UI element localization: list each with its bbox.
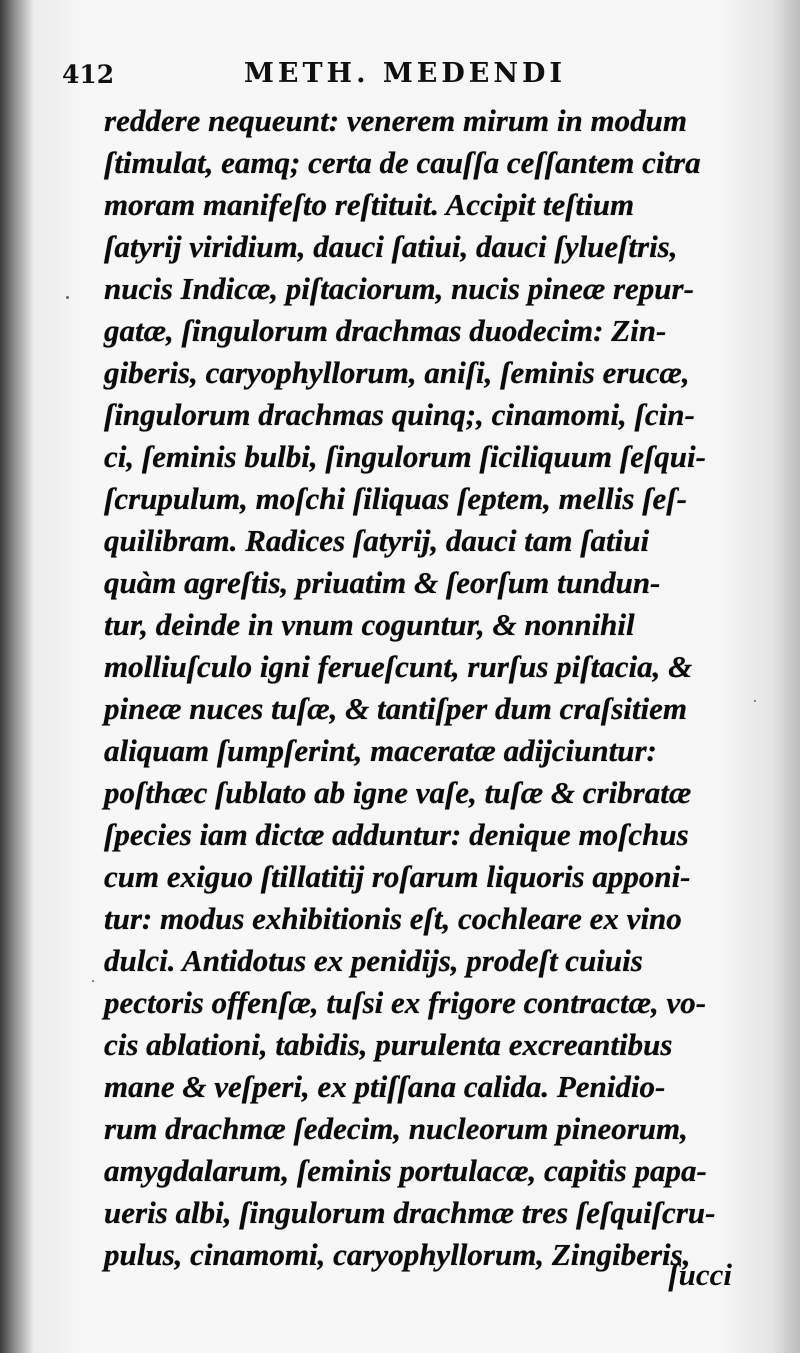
text-line: ſpecies iam dictæ adduntur: denique moſchus	[104, 817, 689, 852]
ink-speck	[754, 700, 756, 702]
body-text	[104, 100, 738, 1276]
text-line: gatæ, ſingulorum drachmas duodecim: Zin-	[104, 313, 667, 348]
text-line: ſingulorum drachmas quinq;, cinamomi, ſcin-	[104, 397, 695, 432]
text-line: ſtimulat, eamq; certa de cauſſa ceſſantem citra	[104, 145, 701, 180]
text-line: dulci. Antidotus ex penidijs, prodeſt cuiuis	[104, 943, 643, 978]
page-number: 412	[62, 60, 115, 89]
ink-speck	[92, 980, 94, 982]
text-line: quilibram. Radices ſatyrij, dauci tam ſatiui	[104, 523, 650, 558]
running-head	[58, 54, 618, 94]
text-line: ueris albi, ſingulorum drachmæ tres ſeſquiſcru-	[104, 1195, 716, 1230]
text-line: poſthæc ſublato ab igne vaſe, tuſæ & cribratæ	[104, 775, 692, 810]
text-line: cis ablationi, tabidis, purulenta excreantibus	[104, 1027, 673, 1062]
text-line: pulus, cinamomi, caryophyllorum, Zingiberis,	[104, 1237, 691, 1272]
text-line: quàm agreſtis, priuatim & ſeorſum tundun-	[104, 565, 661, 600]
text-line: mane & veſperi, ex ptiſſana calida. Penidio-	[104, 1069, 666, 1104]
ink-speck	[66, 296, 69, 299]
running-title: METH. MEDENDI	[244, 58, 567, 89]
text-line: ſcrupulum, moſchi ſiliquas ſeptem, mellis ſeſ-	[104, 481, 687, 516]
text-line: cum exiguo ſtillatitij roſarum liquoris apponi-	[104, 859, 691, 894]
bleed-through-mark	[300, 4, 500, 34]
bleed-through-mark-bottom	[110, 1286, 230, 1306]
text-line: tur, deinde in vnum coguntur, & nonnihil	[104, 607, 635, 642]
text-line: pectoris offenſæ, tuſsi ex frigore contractæ, vo-	[104, 985, 707, 1020]
text-line: rum drachmæ ſedecim, nucleorum pineorum,	[104, 1111, 688, 1146]
text-line: ci, ſeminis bulbi, ſingulorum ſiciliquum ſeſqui-	[104, 439, 706, 474]
text-line: tur: modus exhibitionis eſt, cochleare ex vino	[104, 901, 682, 936]
catchword: ſucci	[668, 1257, 732, 1292]
text-line: giberis, caryophyllorum, aniſi, ſeminis erucæ,	[104, 355, 690, 390]
text-line: pineæ nuces tuſæ, & tantiſper dum craſsitiem	[104, 691, 687, 726]
text-line: molliuſculo igni ferueſcunt, rurſus piſtacia, &	[104, 649, 693, 684]
text-line: moram manifeſto reſtituit. Accipit teſtium	[104, 187, 635, 222]
text-line: aliquam ſumpſerint, maceratæ adijciuntur:	[104, 733, 657, 768]
text-line: amygdalarum, ſeminis portulacæ, capitis papa-	[104, 1153, 707, 1188]
text-line: reddere nequeunt: venerem mirum in modum	[104, 103, 687, 138]
text-line: ſatyrij viridium, dauci ſatiui, dauci ſylueſtris,	[104, 229, 678, 264]
text-line: nucis Indicæ, piſtaciorum, nucis pineæ repur-	[104, 271, 694, 306]
